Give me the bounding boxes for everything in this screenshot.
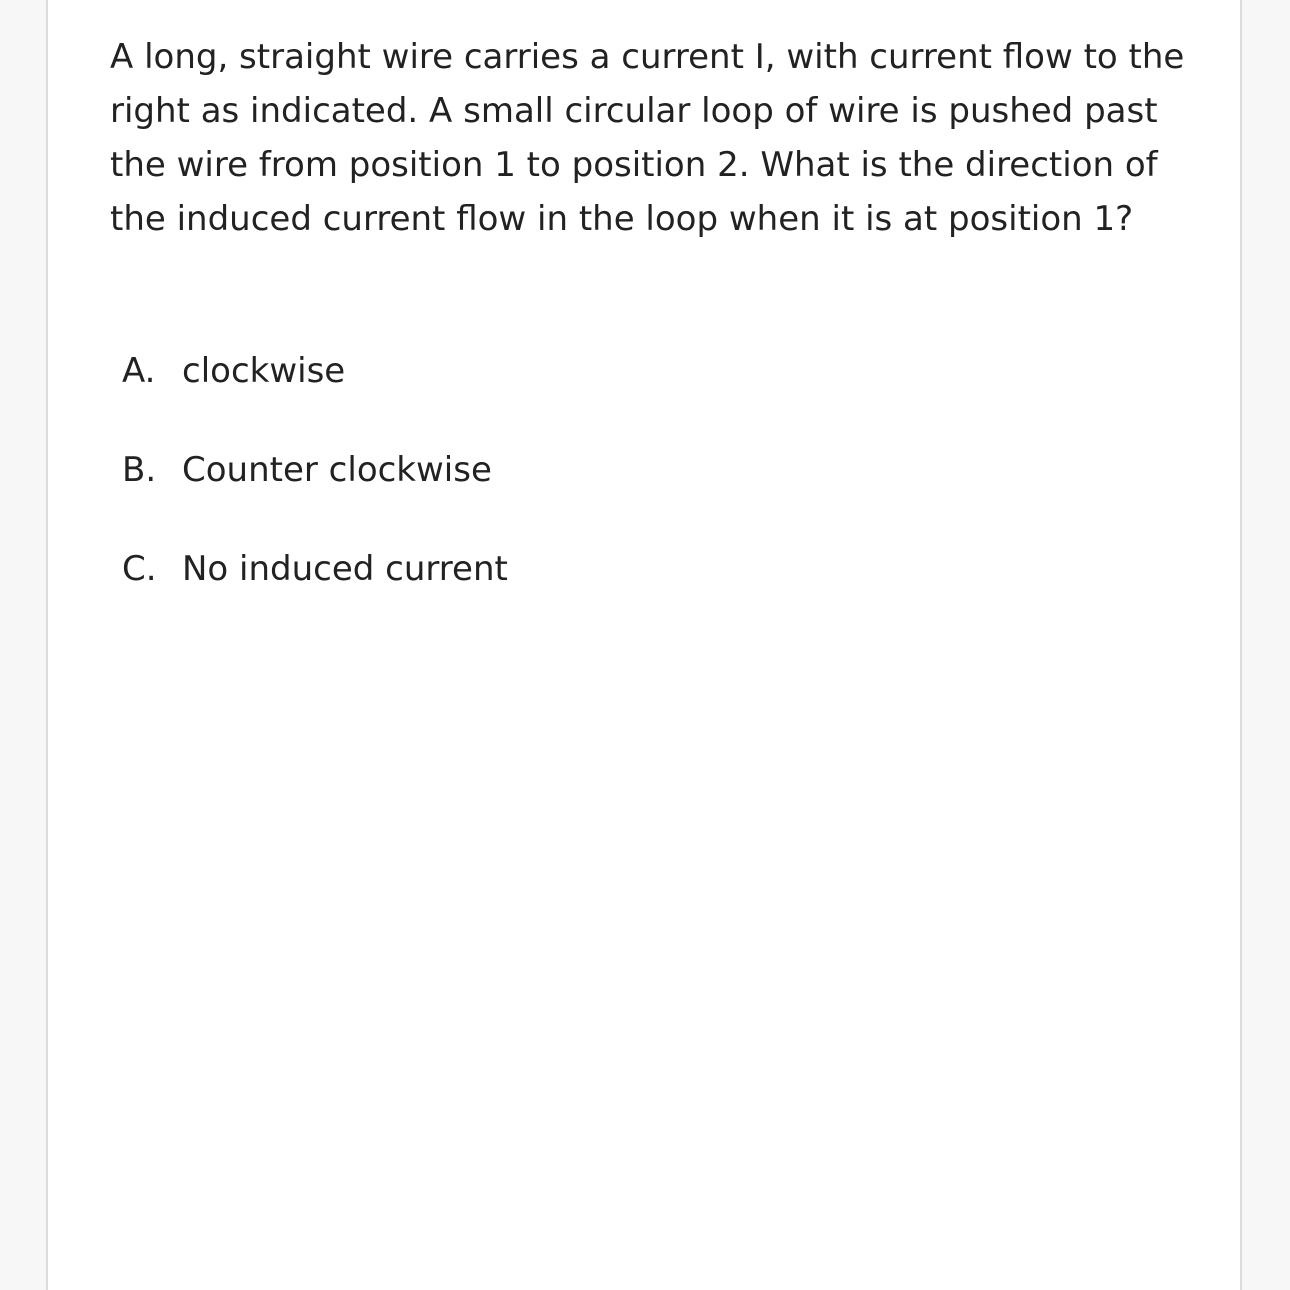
option-b[interactable] bbox=[122, 440, 508, 539]
option-a[interactable] bbox=[122, 341, 508, 440]
option-letter: A. bbox=[122, 351, 156, 391]
option-letter: B. bbox=[122, 450, 157, 490]
option-text: No induced current bbox=[182, 549, 508, 589]
option-letter: C. bbox=[122, 549, 157, 589]
option-c[interactable] bbox=[122, 539, 508, 638]
option-text: clockwise bbox=[182, 351, 346, 391]
question-panel bbox=[46, 0, 1242, 1290]
question-text: A long, straight wire carries a current I, with current flow to the right as indicated. A small circular loop of wire is pushed past the wire from position 1 to position 2. What is the direction of the induced current flow in the loop when it is at position 1? bbox=[110, 37, 1185, 239]
answer-options bbox=[122, 341, 508, 638]
option-text: Counter clockwise bbox=[182, 450, 492, 490]
